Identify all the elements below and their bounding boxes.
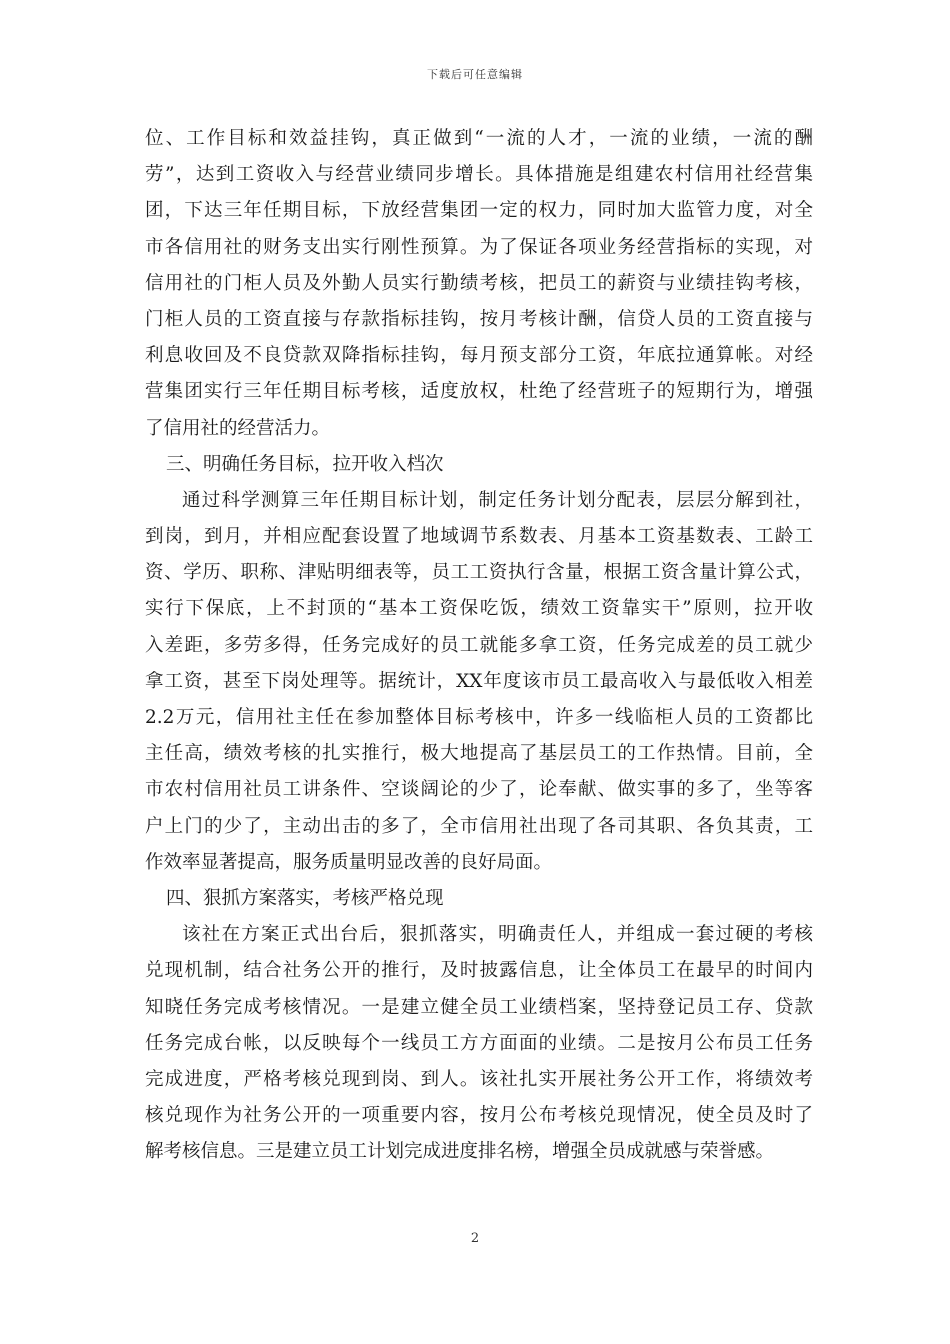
text-line: 位、工作目标和效益挂钩，真正做到“一流的人才，一流的业绩，一流的酬 [145,128,813,149]
text-line: 通过科学测算三年任期目标计划，制定任务计划分配表，层层分解到社， [182,489,813,511]
text-line: 作效率显著提高，服务质量明显改善的良好局面。 [145,851,553,873]
section-heading: 四、狠抓方案落实，考核严格兑现 [166,887,444,909]
text-line: 实行下保底，上不封顶的“基本工资保吃饭，绩效工资靠实干”原则，拉开收 [145,598,813,620]
text-line: 信用社的门柜人员及外勤人员实行勤绩考核，把员工的薪资与业绩挂钩考核， [145,272,813,294]
text-line: 主任高，绩效考核的扎实推行，极大地提高了基层员工的工作热情。目前，全 [145,743,813,765]
document-body [145,121,813,1170]
text-line: 了信用社的经营活力。 [145,417,331,439]
text-line: 完成进度，严格考核兑现到岗、到人。该社扎实开展社务公开工作，将绩效考 [145,1068,813,1090]
text-line: 市各信用社的财务支出实行刚性预算。为了保证各项业务经营指标的实现，对 [145,236,813,258]
text-line: 户上门的少了，主动出击的多了，全市信用社出现了各司其职、各负其责，工 [145,815,813,837]
text-line: 市农村信用社员工讲条件、空谈阔论的少了，论奉献、做实事的多了，坐等客 [145,779,813,801]
page-number: 2 [470,1231,480,1246]
text-line: 该社在方案正式出台后，狠抓落实，明确责任人，并组成一套过硬的考核 [182,924,813,946]
text-line: 营集团实行三年任期目标考核，适度放权，杜绝了经营班子的短期行为，增强 [145,381,813,403]
text-line: 拿工资，甚至下岗处理等。据统计，XX年度该市员工最高收入与最低收入相差 [145,670,813,692]
text-line: 核兑现作为社务公开的一项重要内容，按月公布考核兑现情况，使全员及时了 [145,1105,813,1127]
text-line: 劳”，达到工资收入与经营业绩同步增长。具体措施是组建农村信用社经营集 [145,164,813,186]
text-line: 解考核信息。三是建立员工计划完成进度排名榜，增强全员成就感与荣誉感。 [145,1141,775,1163]
text-line: 知晓任务完成考核情况。一是建立健全员工业绩档案，坚持登记员工存、贷款 [145,996,813,1018]
text-line: 到岗，到月，并相应配套设置了地域调节系数表、月基本工资基数表、工龄工 [145,526,813,548]
text-line: 兑现机制，结合社务公开的推行，及时披露信息，让全体员工在最早的时间内 [145,960,813,982]
text-line: 资、学历、职称、津贴明细表等，员工工资执行含量，根据工资含量计算公式， [145,562,813,584]
text-line: 团，下达三年任期目标，下放经营集团一定的权力，同时加大监管力度，对全 [145,200,813,222]
text-line: 入差距，多劳多得，任务完成好的员工就能多拿工资，任务完成差的员工就少 [145,634,813,656]
text-line: 门柜人员的工资直接与存款指标挂钩，按月考核计酬，信贷人员的工资直接与 [145,308,813,330]
page-header: 下载后可任意编辑 [427,68,523,81]
section-heading: 三、明确任务目标，拉开收入档次 [166,453,444,475]
text-line: 任务完成台帐，以反映每个一线员工方方面面的业绩。二是按月公布员工任务 [145,1032,813,1054]
text-line: 2.2万元，信用社主任在参加整体目标考核中，许多一线临柜人员的工资都比 [145,707,813,728]
text-line: 利息收回及不良贷款双降指标挂钩，每月预支部分工资，年底拉通算帐。对经 [145,345,813,367]
